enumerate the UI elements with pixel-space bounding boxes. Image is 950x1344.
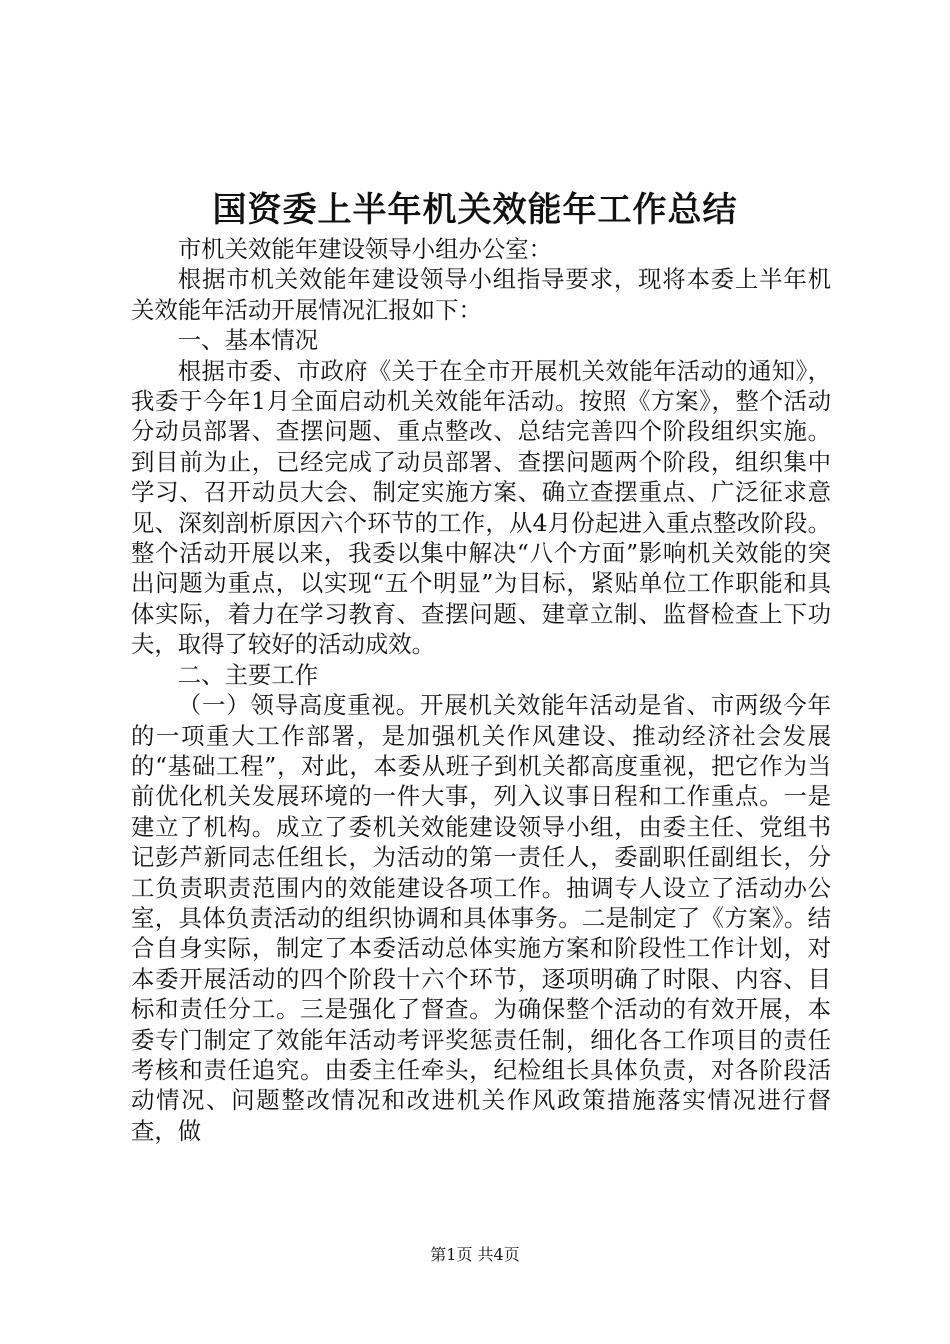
section-heading-main-work: 二、主要工作 bbox=[177, 660, 319, 689]
main-work-paragraph: （一）领导高度重视。开展机关效能年活动是省、市两级今年的一项重大工作部署，是加强机关作风建设、推动经济社会发展的“基础工程”，对此，本委从班子到机关都高度重视，把它作为当前优化机关发展环境的一件大事，列入议事日程和工作重点。一是建立了机构。成立了委机关效能建设领导小组，由委主任、党组书记彭芦新同志任组长，为活动的第一责任人，委副职任副组长，分工负责职责范围内的效能建设各项工作。抽调专人设立了活动办公室，具体负责活动的组织协调和具体事务。二是制定了《方案》。结合自身实际，制定了本委活动总体实施方案和阶段性工作计划，对本委开展活动的四个阶段十六个环节，逐项明确了时限、内容、目标和责任分工。三是强化了督查。为确保整个活动的有效开展，本委专门制定了效能年活动考评奖惩责任制，细化各工作项目的责任考核和责任追究。由委主任牵头，纪检组长具体负责，对各阶段活动情况、问题整改情况和改进机关作风政策措施落实情况进行督查，做 bbox=[131, 691, 831, 1145]
basic-situation-paragraph: 根据市委、市政府《关于在全市开展机关效能年活动的通知》，我委于今年1月全面启动机关效能年活动。按照《方案》，整个活动分动员部署、查摆问题、重点整改、总结完善四个阶段组织实施。到目前为止，已经完成了动员部署、查摆问题两个阶段，组织集中学习、召开动员大会、制定实施方案、确立查摆重点、广泛征求意见、深刻剖析原因六个环节的工作，从4月份起进入重点整改阶段。整个活动开展以来，我委以集中解决“八个方面”影响机关效能的突出问题为重点，以实现“五个明显”为目标，紧贴单位工作职能和具体实际，着力在学习教育、查摆问题、建章立制、监督检查上下功夫，取得了较好的活动成效。 bbox=[131, 356, 831, 659]
page-footer: 第1页 共4页 bbox=[430, 1245, 520, 1264]
salutation-paragraph: 市机关效能年建设领导小组办公室： bbox=[177, 235, 553, 263]
document-body bbox=[131, 234, 831, 1146]
document-title: 国资委上半年机关效能年工作总结 bbox=[212, 190, 738, 230]
section-heading-basic-situation: 一、基本情况 bbox=[177, 326, 319, 355]
intro-paragraph: 根据市机关效能年建设领导小组指导要求，现将本委上半年机关效能年活动开展情况汇报如下： bbox=[131, 265, 831, 324]
